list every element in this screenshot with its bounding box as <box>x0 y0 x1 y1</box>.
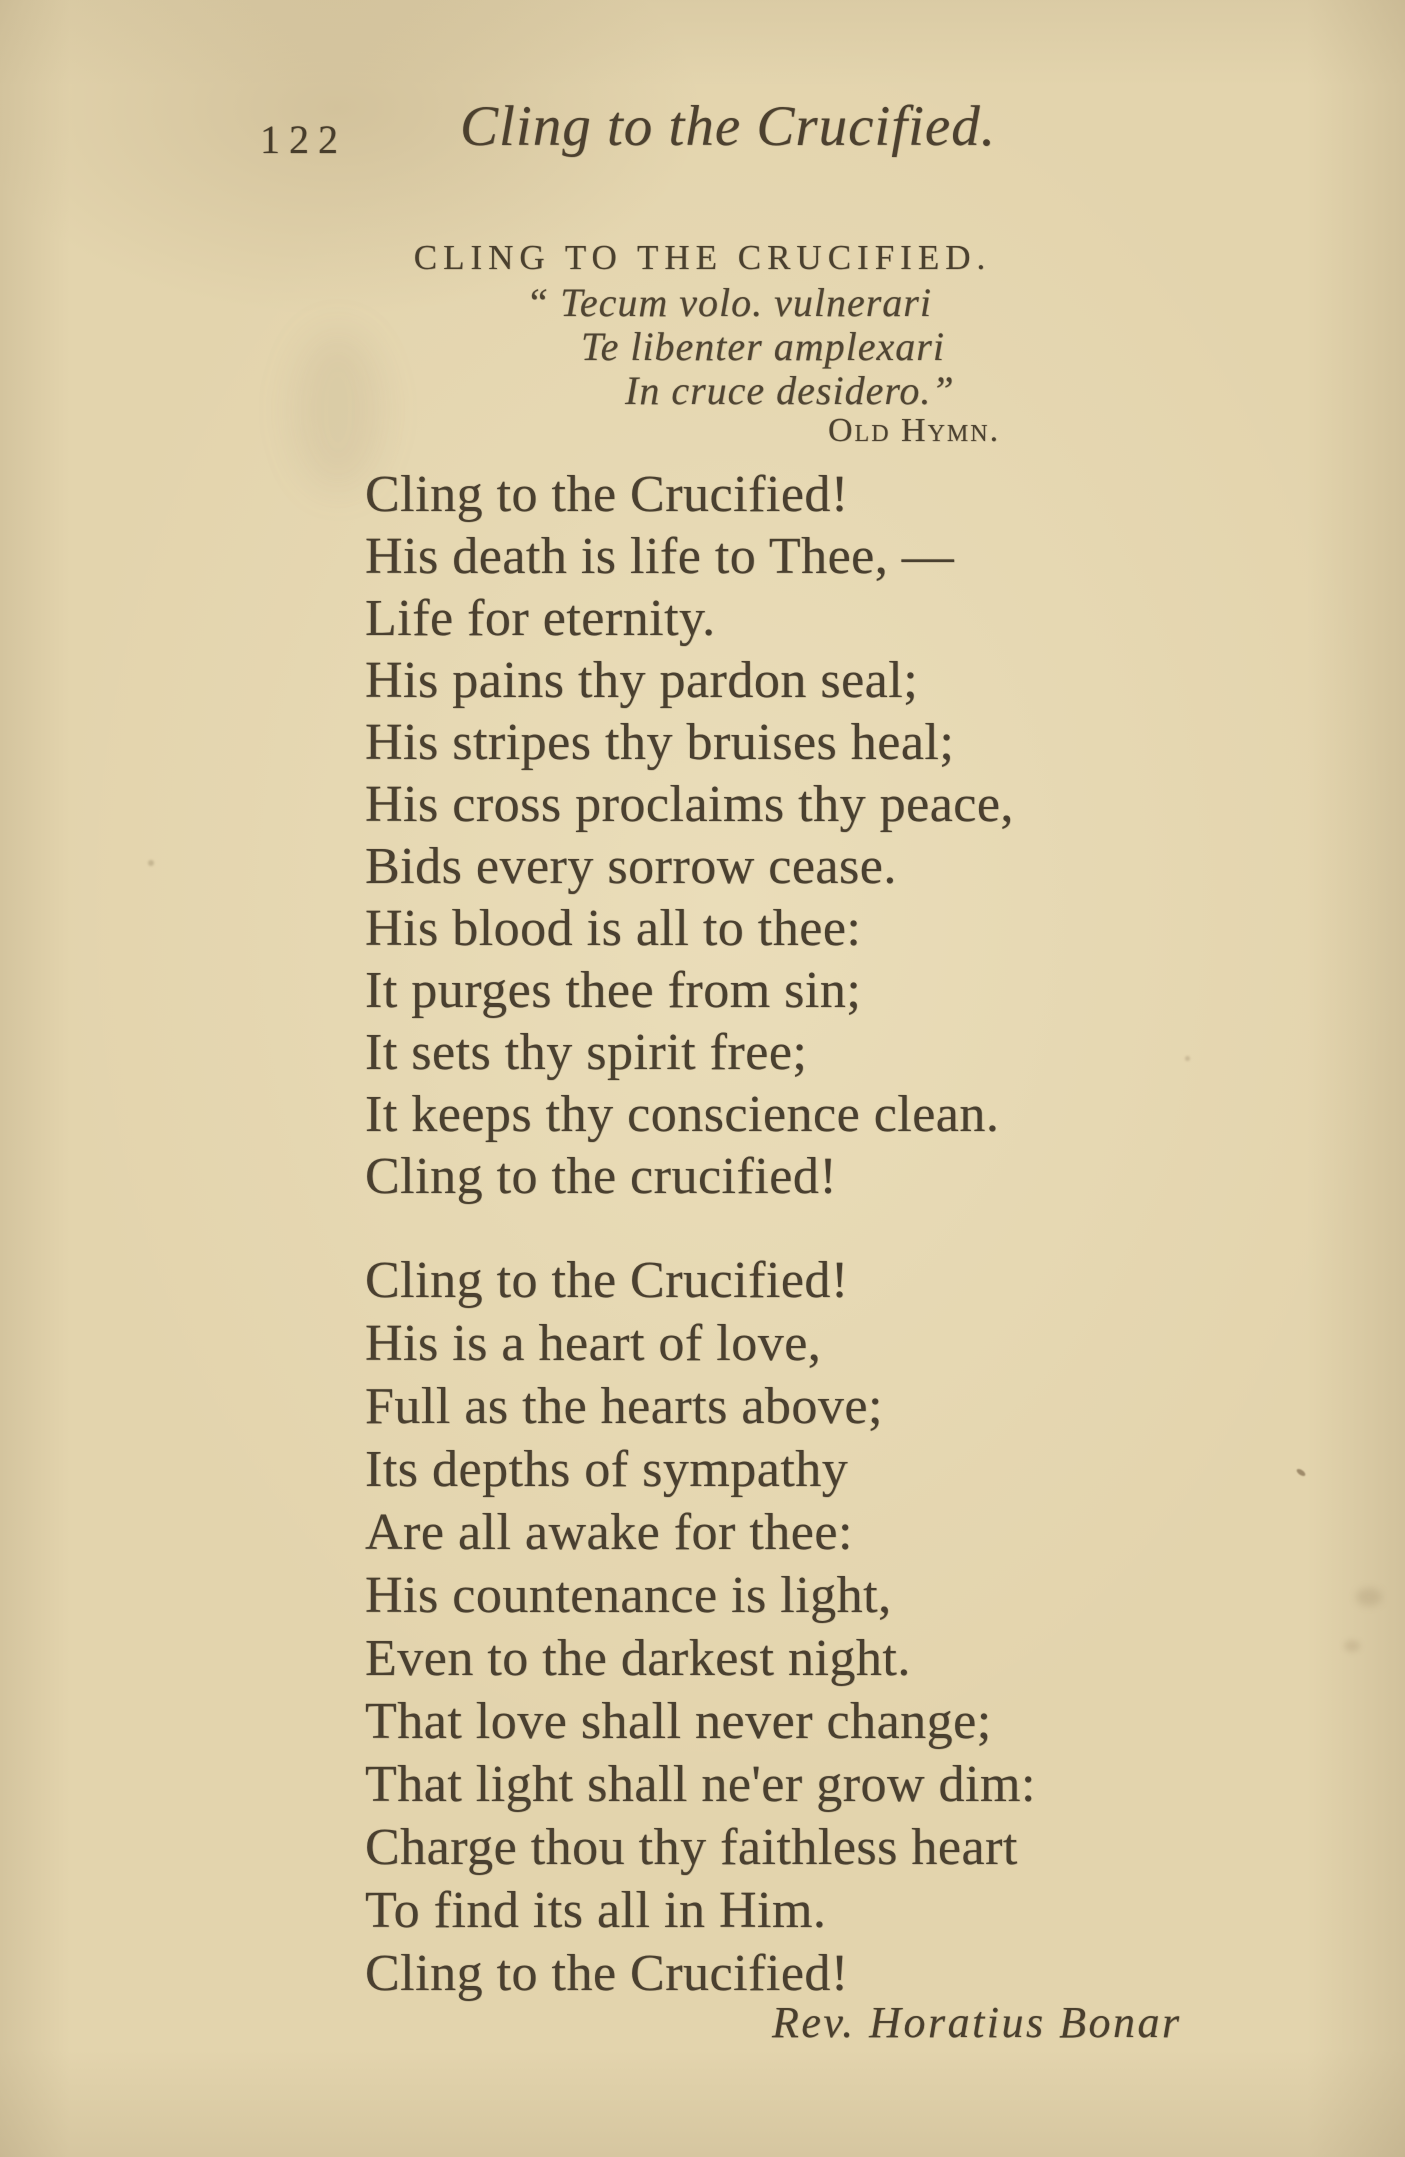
poem-line: Life for eternity. <box>365 590 716 647</box>
hymn-title: CLING TO THE CRUCIFIED. <box>413 238 992 277</box>
poem-line: It purges thee from sin; <box>365 962 862 1019</box>
epigraph-source: Old Hymn. <box>828 412 1001 449</box>
poem-line: It sets thy spirit free; <box>365 1024 808 1081</box>
poem-line: Cling to the Crucified! <box>365 466 849 523</box>
paper-smudge <box>1344 1640 1360 1652</box>
paper-speck <box>1295 1468 1306 1478</box>
poem-line: His blood is all to thee: <box>365 900 862 957</box>
stanza-1 <box>365 464 1014 1208</box>
poem-line: His countenance is light, <box>365 1567 892 1624</box>
epigraph-line-2: Te libenter amplexari <box>581 324 945 369</box>
poem-line: That love shall never change; <box>365 1693 992 1750</box>
page-number: 122 <box>260 117 347 162</box>
poem-line: Cling to the crucified! <box>365 1148 838 1205</box>
paper-speck <box>148 860 154 866</box>
poem-line: Bids every sorrow cease. <box>365 838 897 895</box>
poem-line: His is a heart of love, <box>365 1315 822 1372</box>
poem-line: His pains thy pardon seal; <box>365 652 919 709</box>
stanza-2 <box>365 1249 1036 2005</box>
poem-line: His cross proclaims thy peace, <box>365 776 1014 833</box>
poem-line: Are all awake for thee: <box>365 1504 853 1561</box>
poem-line: His stripes thy bruises heal; <box>365 714 955 771</box>
poem-line: That light shall ne'er grow dim: <box>365 1756 1036 1813</box>
paper-speck <box>1185 1056 1190 1061</box>
poem-line: His death is life to Thee, — <box>365 528 955 585</box>
poem-line: Charge thou thy faithless heart <box>365 1819 1018 1876</box>
poem-line: Full as the hearts above; <box>365 1378 883 1435</box>
poem-line: Its depths of sympathy <box>365 1441 849 1498</box>
poem-line: Even to the darkest night. <box>365 1630 911 1687</box>
poem-line: Cling to the Crucified! <box>365 1945 849 2002</box>
paper-smudge <box>1356 1588 1382 1606</box>
running-title: Cling to the Crucified. <box>460 95 996 158</box>
poem-line: Cling to the Crucified! <box>365 1252 849 1309</box>
epigraph-line-3: In cruce desidero.” <box>625 368 955 413</box>
attribution: Rev. Horatius Bonar <box>772 1998 1182 2047</box>
poem-line: To find its all in Him. <box>365 1882 827 1939</box>
epigraph-line-1: “ Tecum volo. vulnerari <box>526 280 932 325</box>
poem-line: It keeps thy conscience clean. <box>365 1086 1000 1143</box>
